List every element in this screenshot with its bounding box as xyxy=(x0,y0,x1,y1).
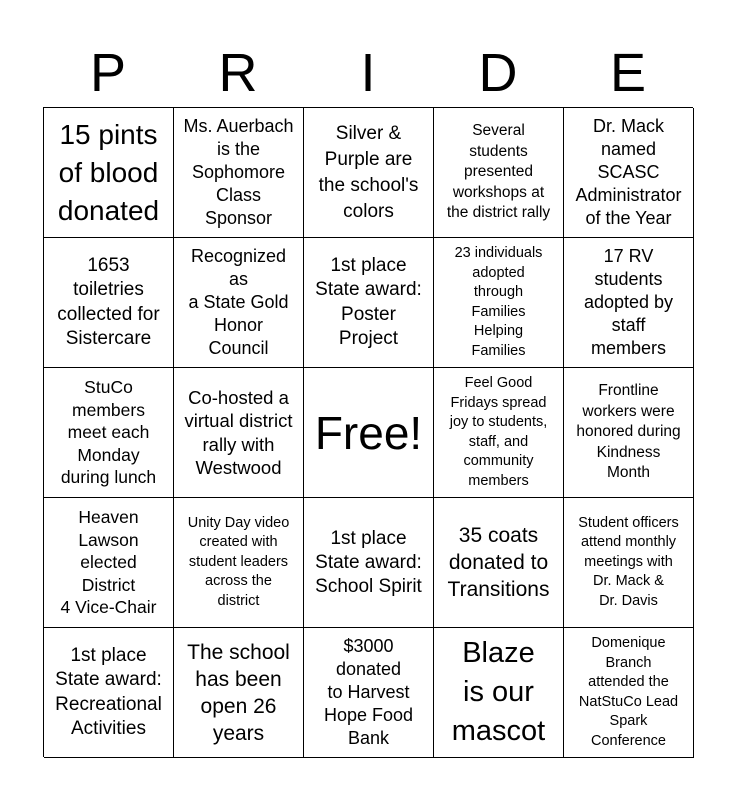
cell-text: Recognized as a State Gold Honor Council xyxy=(188,246,289,358)
bingo-cell-r3c4 xyxy=(434,368,564,498)
bingo-cell-r4c2 xyxy=(174,498,304,628)
cell-text: 1653 toiletries collected for Sistercare xyxy=(57,254,160,349)
bingo-cell-r3c1 xyxy=(44,368,174,498)
cell-text: Frontline workers were honored during Kindness Month xyxy=(576,382,681,482)
bingo-cell-r1c5 xyxy=(564,108,694,238)
cell-text: Feel Good Fridays spread joy to students, staff, and community members xyxy=(449,375,548,489)
cell-text: Heaven Lawson elected District 4 Vice-Chair xyxy=(60,507,157,618)
bingo-cell-r3c2 xyxy=(174,368,304,498)
bingo-cell-r4c3 xyxy=(304,498,434,628)
bingo-cell-r3c3 xyxy=(304,368,434,498)
cell-text: Blaze is our mascot xyxy=(451,637,546,747)
bingo-cell-r1c2 xyxy=(174,108,304,238)
cell-text: Student officers attend monthly meetings with Dr. Mack & Dr. Davis xyxy=(578,514,679,609)
cell-text: 1st place State award: Recreational Activities xyxy=(55,644,162,739)
bingo-cell-r2c3 xyxy=(304,238,434,368)
cell-text: Domenique Branch attended the NatStuCo Lead Spark Conference xyxy=(578,635,679,749)
header-letter-e: E xyxy=(609,43,647,103)
bingo-cell-r1c3 xyxy=(304,108,434,238)
bingo-cell-r5c1 xyxy=(44,628,174,758)
bingo-cell-r2c5 xyxy=(564,238,694,368)
bingo-header xyxy=(43,38,693,108)
free-space: Free! xyxy=(314,406,423,459)
cell-text: 23 individuals adopted through Families Helping Families xyxy=(454,245,543,359)
bingo-cell-r4c4 xyxy=(434,498,564,628)
cell-text: 1st place State award: School Spirit xyxy=(315,527,422,597)
bingo-cell-r2c4 xyxy=(434,238,564,368)
cell-text: 1st place State award: Poster Project xyxy=(315,254,422,349)
bingo-cell-r4c1 xyxy=(44,498,174,628)
cell-text: The school has been open 26 years xyxy=(187,640,290,745)
header-letter-d: D xyxy=(478,43,518,103)
header-letter-p: P xyxy=(89,43,127,103)
header-letter-i: I xyxy=(360,43,376,103)
bingo-cell-r3c5 xyxy=(564,368,694,498)
bingo-cell-r1c1 xyxy=(44,108,174,238)
cell-text: 35 coats donated to Transitions xyxy=(447,524,550,601)
cell-text: 17 RV students adopted by staff members xyxy=(583,246,674,358)
bingo-cell-r4c5 xyxy=(564,498,694,628)
cell-text: Silver & Purple are the school's colors xyxy=(318,122,419,222)
header-letter-r: R xyxy=(218,43,258,103)
cell-text: Ms. Auerbach is the Sophomore Class Sponsor xyxy=(183,116,294,228)
cell-text: Co-hosted a virtual district rally with Westwood xyxy=(184,386,293,478)
cell-text: StuCo members meet each Monday during lunch xyxy=(60,377,157,488)
bingo-cell-r2c2 xyxy=(174,238,304,368)
cell-text: Dr. Mack named SCASC Administrator of the Year xyxy=(575,116,682,228)
cell-text: Unity Day video created with student leaders across the district xyxy=(187,514,290,609)
bingo-cell-r5c4 xyxy=(434,628,564,758)
cell-text: 15 pints of blood donated xyxy=(57,118,160,226)
bingo-cell-r5c5 xyxy=(564,628,694,758)
cell-text: Several students presented workshops at the district rally xyxy=(446,122,551,222)
bingo-cell-r2c1 xyxy=(44,238,174,368)
cell-text: $3000 donated to Harvest Hope Food Bank xyxy=(323,636,414,748)
bingo-cell-r5c2 xyxy=(174,628,304,758)
bingo-cell-r5c3 xyxy=(304,628,434,758)
bingo-cell-r1c4 xyxy=(434,108,564,238)
bingo-grid xyxy=(43,107,693,757)
